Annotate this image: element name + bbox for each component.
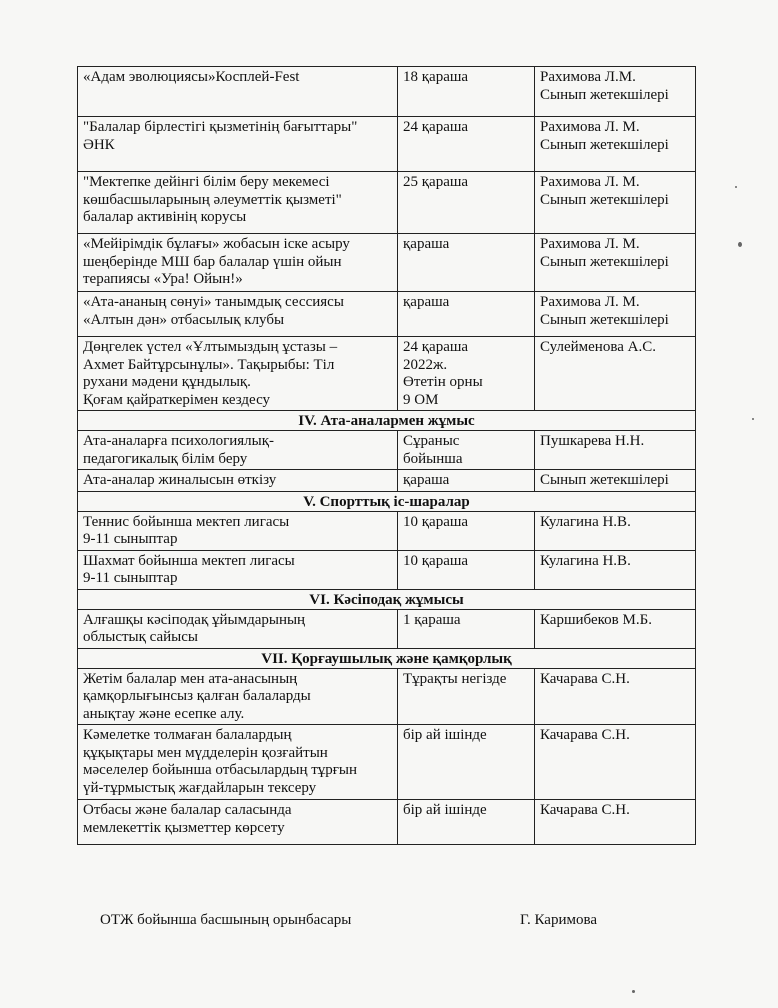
event-cell — [78, 431, 398, 470]
event-cell — [78, 234, 398, 292]
date-cell-text: Тұрақты негізде — [403, 670, 507, 687]
scan-speck — [738, 242, 742, 247]
date-cell-text: қараша — [403, 236, 450, 252]
date-cell-text: Сұраныс бойынша — [403, 433, 463, 467]
responsible-cell-text: Рахимова Л.М. Сынып жетекшілері — [540, 69, 669, 103]
event-cell-text: «Мейірімдік бұлағы» жобасын іске асыру шеңберінде МШ бар балалар үшін ойын терапиясы «Ура! Ойын!» — [83, 236, 350, 287]
responsible-cell-text: Каршибеков М.Б. — [540, 611, 652, 628]
event-cell-text: Ата-аналарға психологиялық- педагогикалық білім беру — [83, 433, 275, 467]
responsible-cell-text: Пушкарева Н.Н. — [540, 433, 645, 449]
scan-speck — [632, 990, 635, 993]
section-header-row — [78, 491, 696, 511]
table-row — [78, 609, 696, 648]
event-cell-text: Шахмат бойынша мектеп лигасы 9-11 сыныптар — [83, 552, 295, 586]
responsible-cell — [535, 800, 696, 845]
event-cell — [78, 550, 398, 589]
event-cell-text: "Мектепке дейінгі білім беру мекемесі көшбасшыларының әлеуметтік қызметі" балалар активінің корусы — [83, 174, 342, 225]
event-cell-text: Жетім балалар мен ата-анасының қамқорлығынсыз қалған балаларды анықтау және есепке алу. — [83, 670, 311, 722]
date-cell — [398, 431, 535, 470]
event-cell-text: Ата-аналар жиналысын өткізу — [83, 472, 277, 488]
event-cell — [78, 725, 398, 800]
date-cell — [398, 172, 535, 234]
date-cell — [398, 668, 535, 725]
event-cell-text: Кәмелетке толмаған балалардың құқықтары мен мүдделерін қозғайтын мәселелер бойынша отбасылардың тұрғын үй-тұрмыстық жағдайларын тексеру — [83, 727, 358, 796]
responsible-cell-text: Сулейменова А.С. — [540, 339, 656, 355]
table-row — [78, 511, 696, 550]
table-row — [78, 431, 696, 470]
date-cell — [398, 117, 535, 172]
event-cell-text: «Адам эволюциясы»Косплей-Fest — [83, 69, 300, 85]
date-cell — [398, 470, 535, 492]
date-cell — [398, 234, 535, 292]
responsible-cell-text: Качарава С.Н. — [540, 727, 630, 743]
date-cell-text: 24 қараша 2022ж. Өтетін орны 9 ОМ — [403, 339, 483, 408]
event-cell — [78, 668, 398, 725]
section-title: VI. Кәсіподақ жұмысы — [78, 589, 696, 609]
table-row — [78, 800, 696, 845]
responsible-cell-text: Качарава С.Н. — [540, 670, 630, 687]
date-cell-text: 18 қараша — [403, 69, 469, 85]
date-cell-text: 24 қараша — [403, 119, 469, 135]
responsible-cell — [535, 292, 696, 337]
event-cell — [78, 292, 398, 337]
event-cell — [78, 117, 398, 172]
responsible-cell — [535, 511, 696, 550]
date-cell — [398, 725, 535, 800]
event-cell-text: Теннис бойынша мектеп лигасы 9-11 сыныптар — [83, 513, 290, 547]
responsible-cell — [535, 470, 696, 492]
responsible-cell — [535, 431, 696, 470]
date-cell — [398, 511, 535, 550]
section-title: V. Спорттық іс-шаралар — [78, 491, 696, 511]
event-cell-text: "Балалар бірлестігі қызметінің бағыттары" ӘНК — [83, 119, 358, 153]
responsible-cell — [535, 234, 696, 292]
section-header-row — [78, 411, 696, 431]
event-cell-text: «Ата-ананың сөнуі» танымдық сессиясы «Алтын дән» отбасылық клубы — [83, 294, 344, 328]
event-cell — [78, 470, 398, 492]
responsible-cell-text: Рахимова Л. М. Сынып жетекшілері — [540, 294, 669, 328]
responsible-cell — [535, 172, 696, 234]
responsible-cell-text: Рахимова Л. М. Сынып жетекшілері — [540, 119, 669, 153]
responsible-cell — [535, 609, 696, 648]
event-cell-text: Дөңгелек үстел «Ұлтымыздың ұстазы – Ахмет Байтұрсынұлы». Тақырыбы: Тіл рухани мәдени құндылық. Қоғам қайраткерімен кездесу — [83, 339, 338, 408]
table-row — [78, 550, 696, 589]
date-cell-text: бір ай ішінде — [403, 727, 487, 743]
scan-speck — [752, 418, 754, 420]
table-row — [78, 234, 696, 292]
date-cell — [398, 550, 535, 589]
table-row — [78, 117, 696, 172]
table-row — [78, 668, 696, 725]
date-cell-text: бір ай ішінде — [403, 802, 487, 818]
responsible-cell-text: Кулагина Н.В. — [540, 552, 631, 569]
date-cell-text: 1 қараша — [403, 611, 461, 628]
table-row — [78, 172, 696, 234]
events-table — [77, 66, 696, 845]
responsible-cell — [535, 117, 696, 172]
responsible-cell — [535, 725, 696, 800]
table-row — [78, 337, 696, 411]
section-title: IV. Ата-аналармен жұмыс — [78, 411, 696, 431]
event-cell — [78, 800, 398, 845]
signature-name: Г. Каримова — [520, 912, 598, 928]
responsible-cell-text: Качарава С.Н. — [540, 802, 630, 818]
signature-role: ОТЖ бойынша басшының орынбасары — [100, 912, 352, 928]
event-cell — [78, 511, 398, 550]
event-cell-text: Алғашқы кәсіподақ ұйымдарының облыстық сайысы — [83, 611, 306, 645]
date-cell — [398, 337, 535, 411]
responsible-cell — [535, 668, 696, 725]
table-row — [78, 67, 696, 117]
section-title: VII. Қорғаушылық және қамқорлық — [78, 648, 696, 668]
table-row — [78, 292, 696, 337]
responsible-cell — [535, 67, 696, 117]
date-cell-text: қараша — [403, 472, 450, 488]
event-cell — [78, 609, 398, 648]
responsible-cell-text: Рахимова Л. М. Сынып жетекшілері — [540, 236, 669, 270]
event-cell-text: Отбасы және балалар саласында мемлекеттік қызметтер көрсету — [83, 802, 292, 836]
events-table-body — [78, 67, 696, 845]
date-cell — [398, 609, 535, 648]
responsible-cell — [535, 550, 696, 589]
event-cell — [78, 172, 398, 234]
responsible-cell-text: Кулагина Н.В. — [540, 513, 631, 530]
scan-speck — [735, 186, 737, 188]
section-header-row — [78, 589, 696, 609]
date-cell — [398, 800, 535, 845]
responsible-cell-text: Рахимова Л. М. Сынып жетекшілері — [540, 174, 669, 208]
section-header-row — [78, 648, 696, 668]
date-cell-text: 10 қараша — [403, 513, 469, 530]
event-cell — [78, 337, 398, 411]
date-cell — [398, 292, 535, 337]
date-cell-text: 10 қараша — [403, 552, 469, 569]
responsible-cell — [535, 337, 696, 411]
date-cell-text: 25 қараша — [403, 174, 469, 190]
table-row — [78, 470, 696, 492]
event-cell — [78, 67, 398, 117]
responsible-cell-text: Сынып жетекшілері — [540, 472, 669, 488]
date-cell — [398, 67, 535, 117]
date-cell-text: қараша — [403, 294, 450, 310]
table-row — [78, 725, 696, 800]
